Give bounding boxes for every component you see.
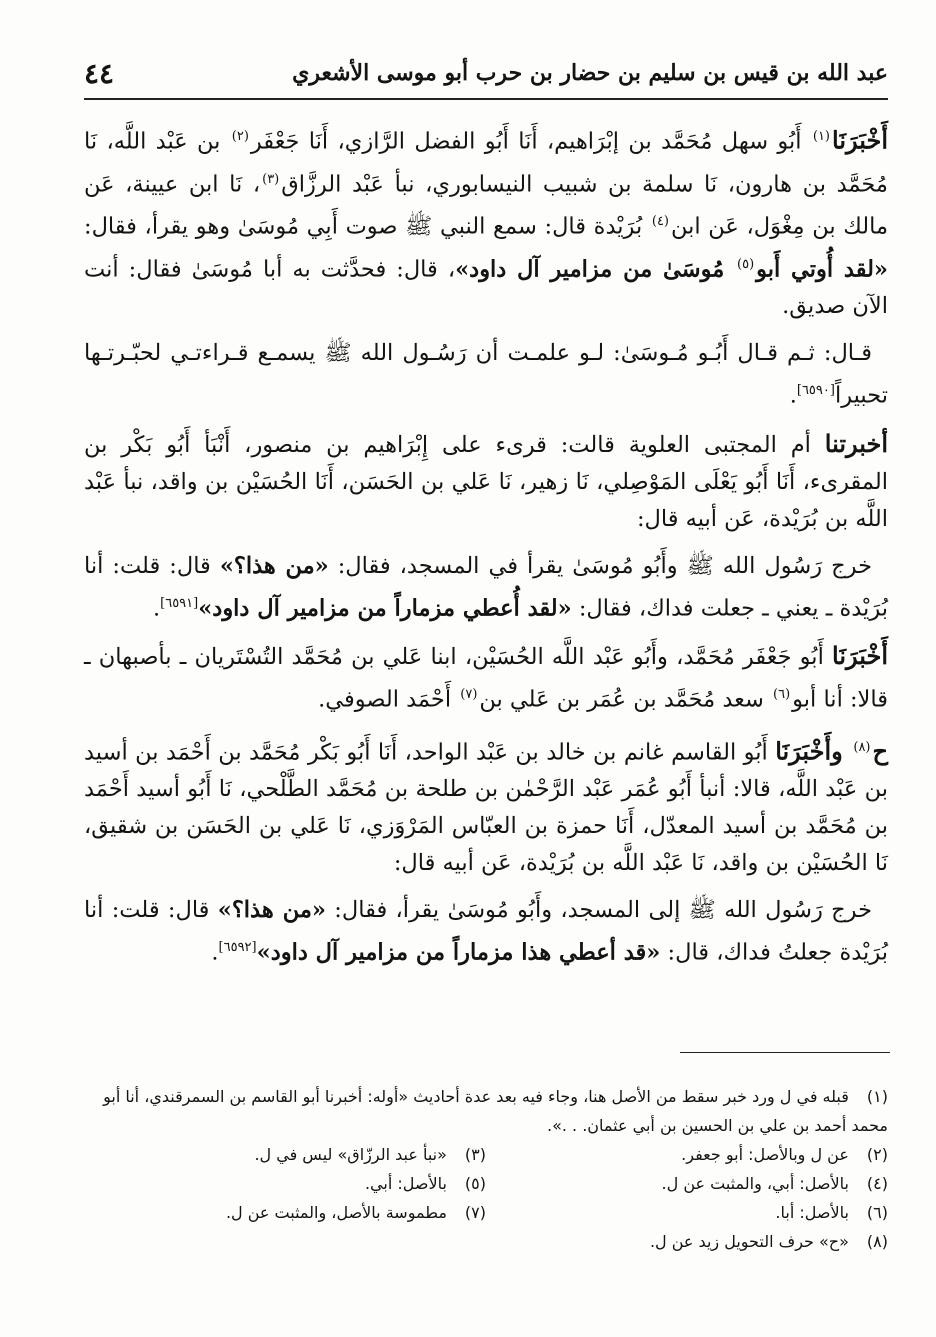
running-title: عبد الله بن قيس بن سليم بن حضار بن حرب أبو موسى الأشعري: [292, 60, 888, 86]
hadith-quote: «من هذا؟»: [219, 552, 329, 579]
footnote-text: قبله في ل ورد خبر سقط من الأصل هنا، وجاء فيه بعد عدة أحاديث «أوله: أخبرنا أبو القاسم بن السمرقندي، أنا أبو محمد أحمد بن علي بن الحسين بن أبي عثمان. . .».: [103, 1087, 888, 1135]
body-text: أَحْمَد الصوفي.: [318, 686, 459, 713]
body-text: ، قال: فحدَّثت به أبا مُوسَىٰ فقال: أنت الآن صديق.: [84, 256, 888, 319]
footnote-marker: (٨): [853, 739, 871, 755]
footnote-row: [84, 1169, 888, 1198]
hadith-quote: «من هذا؟»: [217, 897, 326, 923]
hadith-quote: مُوسَىٰ من مزامير آل داود»: [455, 256, 736, 282]
footnote-marker: (٤): [651, 214, 669, 229]
body-text: .: [152, 595, 161, 621]
body-text: خرج رَسُول الله ﷺ إلى المسجد، وأَبُو مُوسَىٰ يقرأ، فقال:: [325, 897, 872, 923]
footnote: [84, 1198, 486, 1227]
footnote-marker: (٥): [737, 256, 755, 272]
body-text: أَبُو جَعْفَر مُحَمَّد، وأَبُو عَبْد اللَّه الحُسَيْن، ابنا عَلي بن مُحَمَّد التُسْتَريان ـ بأصبهان ـ قالا: أنا أبو: [84, 644, 888, 713]
hadith-quote: «لقد أُعطي مزماراً من مزامير آل داود»: [198, 595, 572, 621]
paragraph: [84, 335, 888, 415]
footnote-number: (٧): [464, 1203, 486, 1222]
body-text: .: [789, 382, 797, 409]
isnad-lead: ح: [872, 736, 888, 765]
paragraph: [84, 118, 888, 325]
footnote-marker: (٣): [262, 171, 280, 187]
footnote-number: (٣): [464, 1145, 486, 1164]
body-text: أَبُو سهل مُحَمَّد بن إبْرَاهيم، أَنَا أَبُو الفضل الرَّازي، أَنَا جَعْفَر: [250, 128, 811, 155]
isnad-lead: أخبرتنا: [824, 428, 888, 458]
body-text: قـال: ثـم قـال أَبُـو مُـوسَىٰ: لـو علمـت أن رَسُـول الله ﷺ يسمـع قـراءتـي لحبّـرتـها تحبيراً: [84, 340, 888, 409]
body-text: بُرَيْدة قال: سمع النبي ﷺ صوت أَبِي مُوسَىٰ وهو يقرأ، فقال:: [84, 213, 650, 240]
isnad-lead: وأَخْبَرَنَا: [775, 736, 852, 765]
body-text: قال: قلت: أنا بُرَيْدة جعلتُ فداك، قال:: [84, 897, 888, 966]
hadith-number: [٦٥٩١]: [160, 595, 199, 611]
footnote-text: بالأصل: أبي، والمثبت عن ل.: [661, 1174, 849, 1193]
footnote-separator: [680, 1052, 890, 1053]
footnote: [486, 1169, 888, 1198]
body-text: قال: قلت: أنا بُرَيْدة ـ يعني ـ جعلت فداك، فقال:: [84, 552, 888, 621]
hadith-number: [٦٥٩٠]: [796, 383, 835, 398]
hadith-number: [٦٥٩٢]: [218, 940, 257, 955]
body-text: ، نَا ابن عيينة، عَن مالك بن مِغْوَل، عَن ابن: [84, 171, 888, 240]
footnote-text: بالأصل: أبا.: [775, 1203, 849, 1222]
body-text: خرج رَسُول الله ﷺ وأَبُو مُوسَىٰ يقرأ في المسجد، فقال:: [328, 552, 872, 579]
body-text: سعد مُحَمَّد بن عُمَر بن عَلي بن: [479, 686, 772, 713]
footnote-number: (٤): [866, 1174, 888, 1193]
paragraph: [84, 729, 888, 883]
footnote-number: (٦): [866, 1203, 888, 1222]
footnote-text: «ح» حرف التحويل زيد عن ل.: [649, 1232, 849, 1251]
isnad-lead: أَخْبَرَنَا: [832, 125, 888, 155]
footnote-number: (١): [866, 1087, 888, 1106]
paragraph: [84, 548, 888, 628]
footnote-number: (٨): [866, 1232, 888, 1251]
footnote: [84, 1169, 486, 1198]
footnote-marker: (٢): [231, 129, 249, 144]
footnote-row: [84, 1198, 888, 1227]
body-text: أم المجتبى العلوية قالت: قرىء على إِبْرَاهيم بن منصور، أَنْبَأ أَبُو بَكْر بن المقرىء، أَنَا أَبُو يَعْلَى المَوْصِلي، نَا زهير، نَا عَلي بن الحَسَن، أَنَا الحُسَيْن بن واقد، نبأ عَبْد اللَّه بن بُرَيْدة، عَن أبيه قال:: [84, 431, 888, 532]
footnote: [486, 1140, 888, 1169]
footnote-text: عن ل وبالأصل: أبو جعفر.: [681, 1145, 849, 1164]
footnote-marker: (٦): [773, 687, 791, 702]
body-text: بن عَبْد اللَّه، نَا مُحَمَّد بن هارون، نَا سلمة بن شبيب النيسابوري، نبأ عَبْد الرزَّاق: [84, 128, 888, 197]
footnote-marker: (١): [812, 129, 830, 144]
footnote: [486, 1198, 888, 1227]
footnote: [84, 1140, 486, 1169]
hadith-quote: «قد أعطي هذا مزماراً من مزامير آل داود»: [256, 939, 661, 966]
footnote-text: مطموسة بالأصل، والمثبت عن ل.: [225, 1203, 447, 1222]
paragraph: [84, 425, 888, 538]
footnote-number: (٥): [464, 1174, 486, 1193]
footnote-number: (٢): [866, 1145, 888, 1164]
hadith-quote: «لقد أُوتي أَبو: [756, 256, 888, 282]
main-text: [84, 118, 888, 982]
footnote-text: بالأصل: أبي.: [364, 1174, 447, 1193]
paragraph: [84, 892, 888, 972]
footnotes: [84, 1082, 888, 1256]
footnote-row: [84, 1140, 888, 1169]
footnote-marker: (٧): [460, 687, 478, 702]
isnad-lead: أَخْبَرَنَا: [832, 641, 888, 670]
footnote: [84, 1227, 888, 1256]
page-number: ٤٤: [84, 56, 115, 90]
footnote-text: «نبأ عبد الرزّاق» ليس في ل.: [254, 1145, 447, 1164]
body-text: .: [211, 939, 219, 966]
footnote: [84, 1082, 888, 1140]
page-header: [84, 48, 888, 100]
body-text: أَبُو القاسم غانم بن خالد بن عَبْد الواحد، أَنَا أَبُو بَكْر مُحَمَّد بن أَحْمَد بن أسيد بن عَبْد اللَّه، قالا: أنبأ أَبُو عُمَر عَبْد الرَّحْمٰن بن طلحة بن مُحَمَّد الطَّلْحي، نَا أَبُو أسيد أَحْمَد بن مُحَمَّد بن أسيد المعدّل، أَنَا حمزة بن العبّاس المَرْوَزي، نَا عَلي بن الحَسَن بن شقيق، نَا الحُسَيْن بن واقد، نَا عَبْد اللَّه بن بُرَيْدة، عَن أبيه قال:: [84, 739, 888, 876]
paragraph: [84, 637, 888, 719]
